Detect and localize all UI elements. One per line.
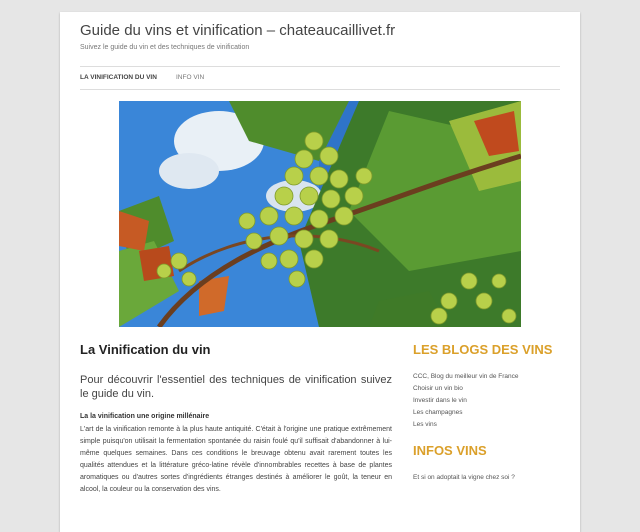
blog-link[interactable]: Choisir un vin bio: [413, 385, 463, 392]
site-description: Suivez le guide du vin et des techniques de vinification: [80, 44, 250, 51]
page-container: [60, 12, 580, 532]
blogs-list: [413, 371, 563, 431]
nav-item-vinification[interactable]: LA VINIFICATION DU VIN: [80, 74, 157, 81]
blog-link[interactable]: Investir dans le vin: [413, 397, 467, 404]
main-content: [80, 342, 392, 496]
sidebar: [413, 342, 563, 484]
info-link[interactable]: Et si on adoptait la vigne chez soi ?: [413, 474, 515, 481]
blog-link[interactable]: Les vins: [413, 421, 437, 428]
article-paragraph: L'art de la vinification remonte à la plus haute antiquité. C'était à l'origine une pratique extrêmement simple puisqu'on utilisait la fermentation spontanée du raisin foulé qu'il suffisait d'abandonner à lui-même quelques semaines. Dans ces conditions le breuvage obtenu avait rarement toutes les qualités attendues et la littérature gréco-latine révèle d'innombrables recettes à base de plantes aromatiques ou d'autres sortes d'ingrédients étranges destinés à améliorer le goût, la teneur en alcool, la couleur ou la conservation des vins.: [80, 426, 392, 493]
blogs-widget-title: LES BLOGS DES VINS: [413, 342, 553, 357]
grape-vine-image: [119, 101, 521, 327]
header-image: [119, 101, 521, 327]
nav-item-info-vin[interactable]: INFO VIN: [176, 74, 205, 81]
blog-link[interactable]: Les champagnes: [413, 409, 463, 416]
infos-widget: [413, 443, 563, 484]
infos-list: [413, 472, 563, 484]
lead-text: Pour découvrir l'essentiel des techniques de vinification suivez le guide du vin.: [80, 374, 392, 400]
page-title: La Vinification du vin: [80, 342, 211, 357]
section-heading: La la vinification une origine millénaire: [80, 413, 210, 420]
blog-link[interactable]: CCC, Blog du meilleur vin de France: [413, 373, 519, 380]
infos-widget-title: INFOS VINS: [413, 443, 487, 458]
main-navigation: [80, 66, 560, 90]
site-title[interactable]: Guide du vins et vinification – chateaucaillivet.fr: [80, 22, 396, 39]
blogs-widget: [413, 342, 563, 431]
